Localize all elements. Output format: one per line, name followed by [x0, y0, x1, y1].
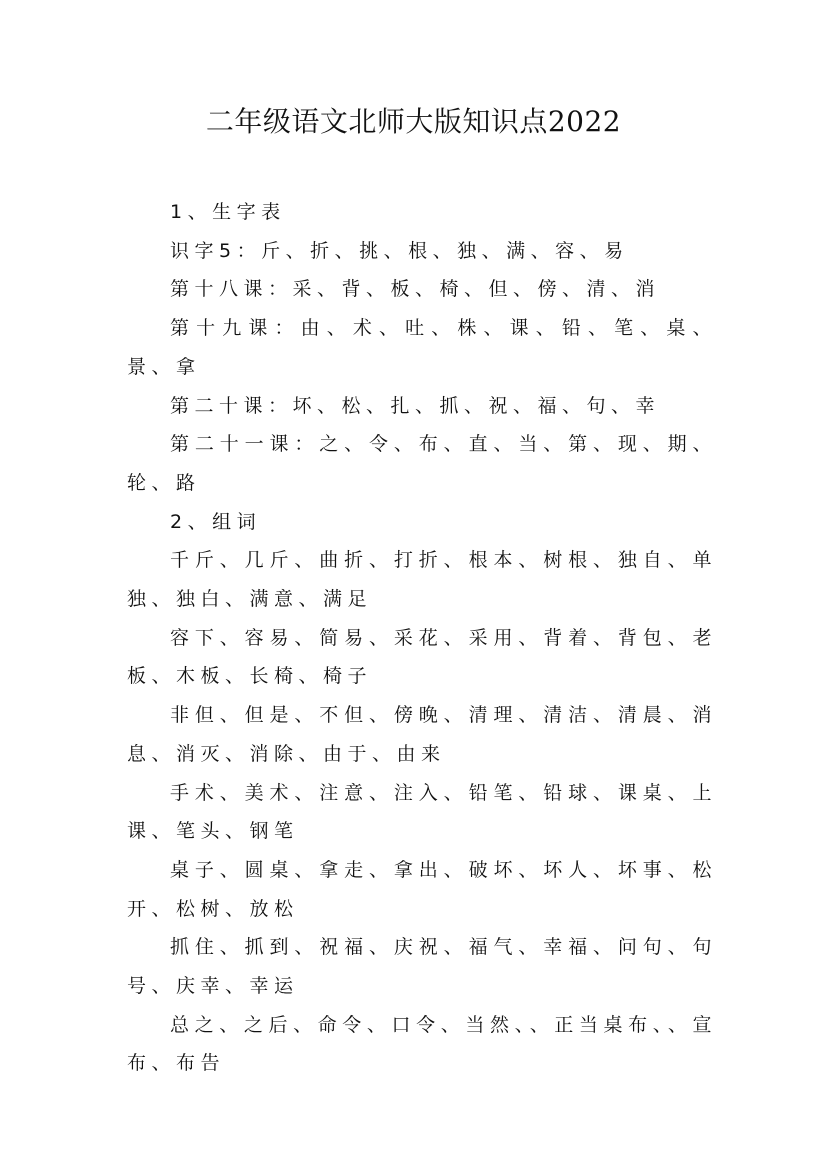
character-list-lesson-21: 第二十一课：之、令、布、直、当、第、现、期、轮、路	[127, 433, 717, 494]
character-list-lesson-18: 第十八课：采、背、板、椅、但、傍、清、消	[170, 278, 661, 301]
character-list-literacy-5: 识字5：斤、折、挑、根、独、满、容、易	[170, 239, 629, 262]
word-list-paragraph: 总之、之后、命令、口令、当然、、正当桌布、、宣布、布告	[127, 1013, 717, 1075]
word-list-paragraph: 容下、容易、简易、采花、采用、背着、背包、老板、木板、长椅、椅子	[127, 626, 717, 688]
character-list-lesson-20: 第二十课：坏、松、扎、抓、祝、福、句、幸	[170, 394, 661, 417]
section-heading-character-table: 1、生字表	[170, 201, 286, 223]
word-list-paragraph: 桌子、圆桌、拿走、拿出、破坏、坏人、坏事、松开、松树、放松	[127, 858, 717, 920]
document-body	[127, 193, 717, 1083]
character-list-lesson-19: 第十九课：由、术、吐、株、课、铅、笔、桌、景、拿	[127, 317, 717, 378]
document-title: 二年级语文北师大版知识点2022	[205, 105, 622, 138]
word-list-paragraph: 非但、但是、不但、傍晚、清理、清洁、清晨、消息、消灭、消除、由于、由来	[127, 704, 717, 765]
section-heading-word-building: 2、组词	[170, 510, 262, 533]
word-list-paragraph: 千斤、几斤、曲折、打折、根本、树根、独自、单独、独白、满意、满足	[127, 549, 717, 611]
word-list-paragraph: 抓住、抓到、祝福、庆祝、福气、幸福、问句、句号、庆幸、幸运	[127, 936, 717, 998]
word-list-paragraph: 手术、美术、注意、注入、铅笔、铅球、课桌、上课、笔头、钢笔	[127, 781, 717, 843]
